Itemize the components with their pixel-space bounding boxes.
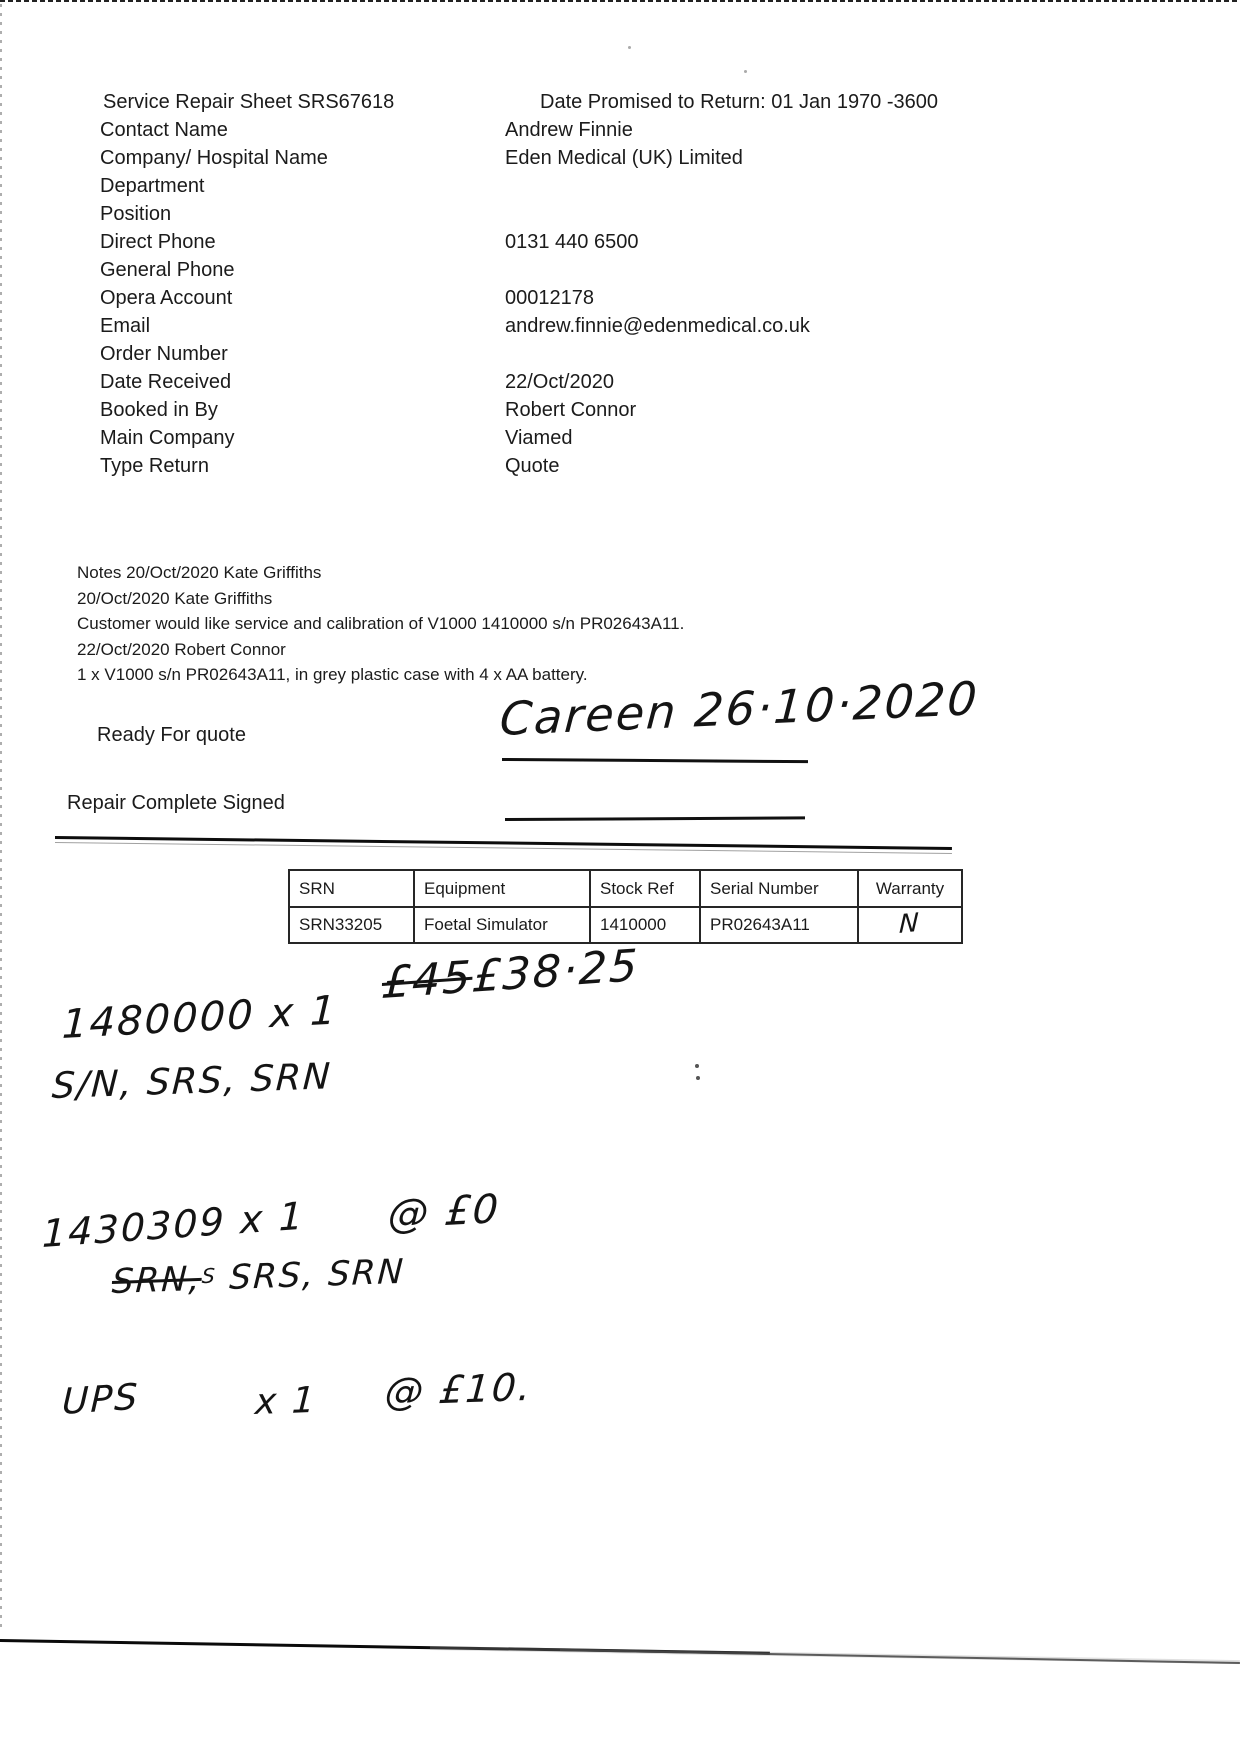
date-promised-text: Date Promised to Return: 01 Jan 1970 -3600: [540, 91, 939, 113]
table-cell-serial-number: PR02643A11: [701, 908, 859, 944]
field-value: 22/Oct/2020: [505, 371, 614, 393]
field-row-booked-in-by: [0, 396, 1100, 424]
scan-artifact-top-edge: [0, 0, 1240, 2]
note-line: 1 x V1000 s/n PR02643A11, in grey plastic case with 4 x AA battery.: [77, 665, 588, 684]
equipment-table: [288, 869, 963, 944]
field-row-general-phone: [0, 256, 1100, 284]
field-row-company: [0, 144, 1100, 172]
note-line: 20/Oct/2020 Kate Griffiths: [77, 588, 273, 608]
field-label: General Phone: [100, 259, 235, 281]
table-header-srn: SRN: [290, 871, 415, 908]
struck-price: £45: [381, 951, 474, 1009]
handwritten-price-line5: @ £10.: [383, 1364, 534, 1414]
field-row-position: [0, 200, 1100, 228]
field-label: Company/ Hospital Name: [100, 147, 328, 169]
handwritten-item-1430309: 1430309 x 1: [41, 1193, 306, 1256]
field-row-order-number: [0, 340, 1100, 368]
inserted-letter: S: [201, 1263, 218, 1289]
handwritten-refs-line2: S/N, SRS, SRN: [50, 1056, 333, 1107]
table-header-warranty: Warranty: [859, 871, 963, 908]
field-row-direct-phone: [0, 228, 1100, 256]
struck-text: SRN,: [110, 1258, 203, 1302]
table-cell-equipment: Foetal Simulator: [415, 908, 591, 944]
note-line: Customer would like service and calibration of V1000 1410000 s/n PR02643A11.: [77, 614, 685, 633]
scan-artifact-bottom-smudge: [430, 1646, 1240, 1664]
field-value: 00012178: [505, 287, 594, 309]
handwritten-price-line3: @ £0: [386, 1186, 502, 1238]
field-value: Eden Medical (UK) Limited: [505, 147, 743, 169]
handwritten-refs-line4: [111, 1252, 406, 1302]
ink-speck: [696, 1076, 700, 1080]
handwritten-price-line1: [381, 940, 640, 1009]
table-cell-stock-ref: 1410000: [591, 908, 701, 944]
field-row-opera-account: [0, 284, 1100, 312]
note-line: 22/Oct/2020 Robert Connor: [77, 639, 286, 659]
field-label: Position: [100, 203, 172, 225]
note-line: Notes 20/Oct/2020 Kate Griffiths: [77, 563, 322, 582]
field-label: Booked in By: [100, 399, 218, 421]
refs-text: SRS, SRN: [228, 1251, 407, 1298]
field-value: Andrew Finnie: [505, 119, 633, 141]
field-label: Email: [100, 315, 151, 337]
field-label: Contact Name: [100, 119, 228, 141]
table-cell-srn: SRN33205: [290, 908, 415, 944]
field-label: Opera Account: [100, 287, 233, 309]
field-label: Date Received: [100, 371, 232, 393]
notes-block: [77, 560, 837, 688]
ready-signature-line: [502, 758, 808, 763]
field-label: Main Company: [100, 427, 235, 449]
table-header-stock-ref: Stock Ref: [591, 871, 701, 908]
ready-signature-handwriting: Careen 26·10·2020: [498, 671, 981, 746]
form-title-row: [0, 88, 1100, 116]
field-label: Order Number: [100, 343, 228, 365]
repair-complete-label: Repair Complete Signed: [67, 792, 285, 814]
ink-speck: [628, 46, 631, 49]
warranty-mark-handwriting: N: [898, 908, 922, 940]
field-row-date-received: [0, 368, 1100, 396]
field-label: Type Return: [100, 455, 209, 477]
field-row-email: [0, 312, 1100, 340]
ink-speck: [744, 70, 747, 73]
repair-signature-line: [505, 816, 805, 820]
field-value: Viamed: [505, 427, 573, 449]
ready-for-quote-label: Ready For quote: [97, 724, 246, 746]
table-cell-warranty-handwritten-n: [859, 908, 963, 944]
field-row-contact-name: [0, 116, 1100, 144]
table-header-equipment: Equipment: [415, 871, 591, 908]
field-label: Department: [100, 175, 205, 197]
handwritten-item-ups: UPS: [61, 1376, 141, 1423]
field-value: andrew.finnie@edenmedical.co.uk: [505, 315, 810, 337]
handwritten-item-1480000: 1480000 x 1: [61, 987, 339, 1048]
field-value: Quote: [505, 455, 560, 477]
table-header-serial-number: Serial Number: [701, 871, 859, 908]
field-row-type-return: [0, 452, 1100, 480]
field-row-main-company: [0, 424, 1100, 452]
corrected-price: £38·25: [471, 940, 641, 1003]
field-row-department: [0, 172, 1100, 200]
field-label: Direct Phone: [100, 231, 216, 253]
field-value: Robert Connor: [505, 399, 637, 421]
page-title: Service Repair Sheet SRS67618: [103, 91, 395, 113]
ink-speck: [695, 1064, 699, 1068]
handwritten-qty-line5: x 1: [253, 1379, 318, 1423]
field-value: 0131 440 6500: [505, 231, 639, 253]
